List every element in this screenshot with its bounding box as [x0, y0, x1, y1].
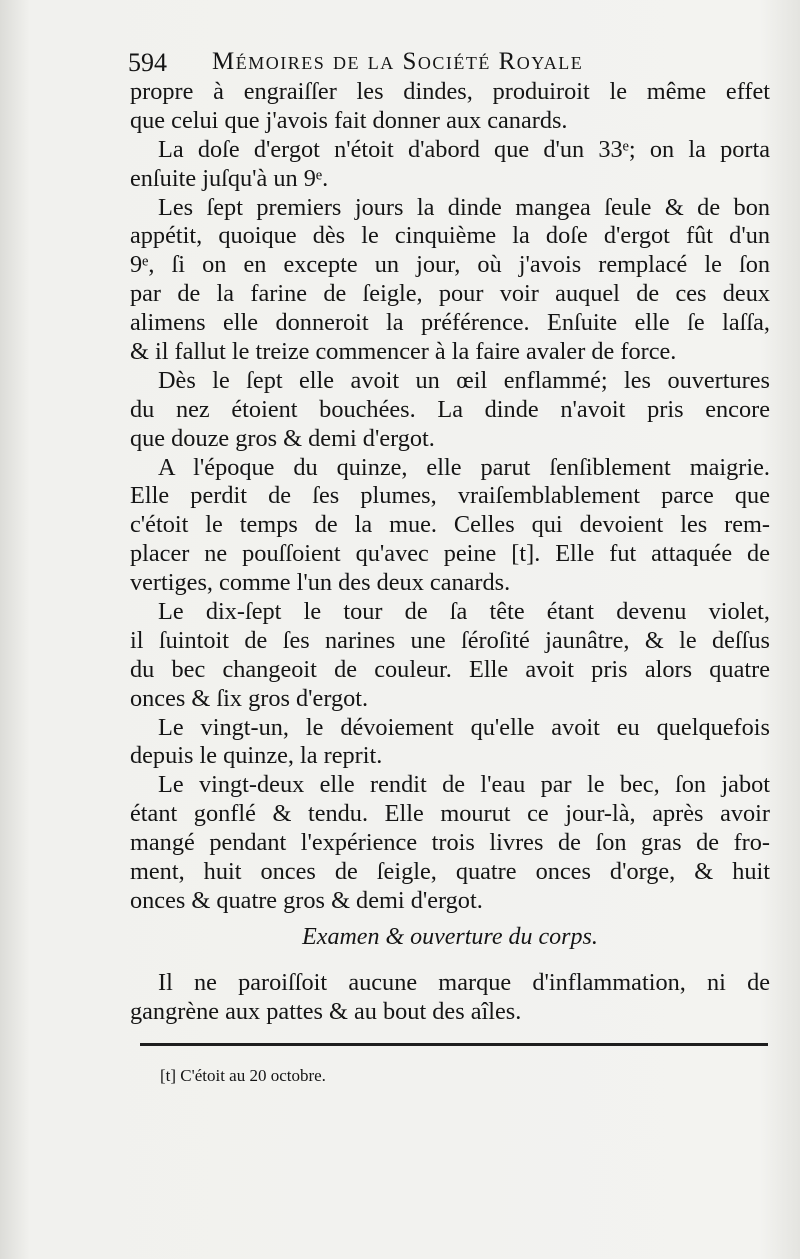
- paragraph-line: vertiges, comme l'un des deux canards.: [130, 569, 511, 597]
- paragraph-line: enſuite juſqu'à un 9ᵉ.: [130, 164, 329, 192]
- section-line: Il ne paroiſſoit aucune marque d'inflammation, ni de: [158, 969, 770, 996]
- paragraph-line: Elle perdit de ſes plumes, vraiſemblablement parce que: [130, 482, 770, 510]
- paragraph-line: propre à engraiſſer les dindes, produiroit le même effet: [130, 78, 770, 105]
- paragraph-line: Le dix-ſept le tour de ſa tête étant devenu violet,: [158, 598, 770, 626]
- paragraph-line: Les ſept premiers jours la dinde mangea ſeule & de bon: [158, 193, 770, 221]
- paragraph-line: & il fallut le treize commencer à la faire avaler de force.: [130, 338, 677, 366]
- paragraph-line: La doſe d'ergot n'étoit d'abord que d'un 33ᵉ; on la porta: [158, 135, 770, 163]
- paragraph-line: c'étoit le temps de la mue. Celles qui devoient les rem-: [130, 511, 770, 539]
- footnote-rule: [140, 1043, 768, 1046]
- section-line: gangrène aux pattes & au bout des aîles.: [130, 997, 522, 1025]
- paragraph-line: il ſuintoit de ſes narines une ſéroſité jaunâtre, & le deſſus: [130, 626, 770, 654]
- paragraph-line: du nez étoient bouchées. La dinde n'avoit pris encore: [130, 395, 770, 423]
- paragraph-line: du bec changeoit de couleur. Elle avoit pris alors quatre: [130, 655, 770, 683]
- paragraph-line: placer ne pouſſoient qu'avec peine [t]. Elle fut attaquée de: [130, 540, 770, 568]
- paragraph-line: étant gonflé & tendu. Elle mourut ce jour-là, après avoir: [130, 800, 770, 828]
- paragraph-line: 9ᵉ, ſi on en excepte un jour, où j'avois remplacé le ſon: [130, 251, 770, 279]
- paragraph-line: onces & ſix gros d'ergot.: [130, 684, 369, 712]
- paragraph-line: onces & quatre gros & demi d'ergot.: [130, 886, 483, 914]
- paragraph-line: depuis le quinze, la reprit.: [130, 742, 383, 770]
- paragraph-line: Dès le ſept elle avoit un œil enflammé; les ouvertures: [158, 366, 770, 394]
- section-text: [130, 968, 770, 1026]
- paragraph-line: par de la farine de ſeigle, pour voir auquel de ces deux: [130, 280, 770, 308]
- paragraph-line: A l'époque du quinze, elle parut ſenſiblement maigrie.: [158, 453, 770, 481]
- paragraph-line: Le vingt-deux elle rendit de l'eau par le bec, ſon jabot: [158, 771, 770, 799]
- paragraph-line: appétit, quoique dès le cinquième la doſe d'ergot fût d'un: [130, 222, 770, 250]
- section-heading: Examen & ouverture du corps.: [302, 924, 598, 950]
- paragraph-line: alimens elle donneroit la préférence. Enſuite elle ſe laſſa,: [130, 309, 770, 337]
- body-text: [130, 78, 770, 916]
- paragraph-line: que celui que j'avois fait donner aux canards.: [130, 106, 568, 134]
- footnote: [t] C'étoit au 20 octobre.: [160, 1066, 326, 1085]
- running-title: Mémoires de la Société Royale: [212, 48, 584, 75]
- paragraph-line: que douze gros & demi d'ergot.: [130, 424, 435, 452]
- paragraph-line: Le vingt-un, le dévoiement qu'elle avoit eu quelquefois: [158, 713, 770, 741]
- paragraph-line: ment, huit onces de ſeigle, quatre onces d'orge, & huit: [130, 858, 770, 886]
- paragraph-line: mangé pendant l'expérience trois livres de ſon gras de fro-: [130, 829, 770, 857]
- page-number: 594: [128, 48, 167, 77]
